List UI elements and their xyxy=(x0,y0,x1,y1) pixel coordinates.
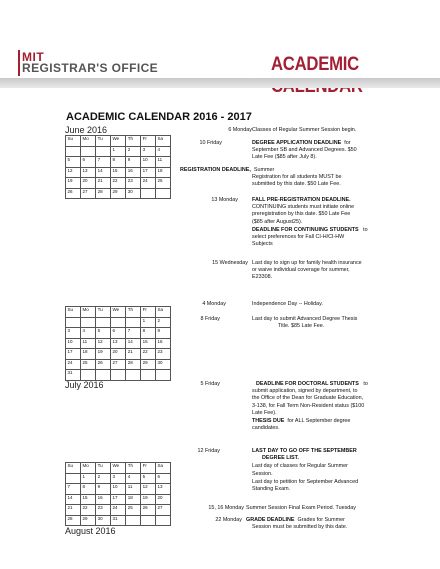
day-cell xyxy=(126,317,141,328)
event-date: 6 Monday xyxy=(228,127,252,133)
day-cell xyxy=(80,370,95,381)
week-row xyxy=(66,146,171,157)
day-cell: 17 xyxy=(66,349,81,360)
day-cell: 3 xyxy=(111,473,126,484)
day-cell: 18 xyxy=(155,167,170,178)
day-cell: 6 xyxy=(111,328,126,339)
day-cell: 31 xyxy=(66,370,81,381)
day-cell: 7 xyxy=(66,484,81,495)
day-cell: 28 xyxy=(66,515,81,526)
week-row xyxy=(66,178,171,189)
event-date: 10 Friday xyxy=(199,140,222,146)
day-cell: 13 xyxy=(155,484,170,495)
day-cell: 5 xyxy=(66,157,81,168)
header-banner xyxy=(0,40,440,92)
event-text: Classes of Regular Summer Session begin. xyxy=(252,127,357,133)
day-cell: 9 xyxy=(126,157,141,168)
day-cell: 28 xyxy=(126,359,141,370)
weekday-cell: Tu xyxy=(96,136,111,147)
event-date: 13 Monday xyxy=(211,197,238,203)
event-text: Independence Day -- Holiday. xyxy=(252,301,323,307)
calendar-grid xyxy=(65,462,171,526)
day-cell: 2 xyxy=(155,317,170,328)
event-date: 5 Friday xyxy=(200,381,220,387)
weekday-header-row xyxy=(66,307,171,318)
day-cell: 16 xyxy=(96,494,111,505)
day-cell: 23 xyxy=(96,505,111,516)
day-cell: 29 xyxy=(80,515,95,526)
week-row xyxy=(66,505,171,516)
day-cell: 10 xyxy=(141,157,156,168)
banner-title: ACADEMIC xyxy=(271,54,359,75)
week-row xyxy=(66,370,171,381)
day-cell: 8 xyxy=(111,157,126,168)
week-row xyxy=(66,188,171,199)
day-cell: 18 xyxy=(126,494,141,505)
day-cell xyxy=(111,370,126,381)
day-cell xyxy=(80,146,95,157)
day-cell: 25 xyxy=(155,178,170,189)
weekday-cell: Th xyxy=(126,463,141,474)
calendar-label: June 2016 xyxy=(65,125,108,135)
event-date: 4 Monday xyxy=(202,301,226,307)
event-text: FALL PRE-REGISTRATION DEADLINE. CONTINUING students must initiate online preregistration by this date. $50 Late Fee ($85 after August25). DEADLINE FOR CONTINUING STUDENTS to select preferences for Fall CI-H/CI-HW Subjects xyxy=(252,197,368,248)
day-cell: 9 xyxy=(96,484,111,495)
day-cell: 27 xyxy=(155,505,170,516)
weekday-cell: Sa xyxy=(155,307,170,318)
day-cell: 20 xyxy=(111,349,126,360)
day-cell: 2 xyxy=(126,146,141,157)
weekday-cell: Mo xyxy=(80,307,95,318)
day-cell xyxy=(66,146,81,157)
day-cell: 3 xyxy=(141,146,156,157)
day-cell xyxy=(141,188,156,199)
weekday-cell: Sa xyxy=(155,136,170,147)
day-cell: 12 xyxy=(96,338,111,349)
event-text: DEGREE APPLICATION DEADLINE for September SB and Advanced Degrees. $50 Late Fee ($85 after July 8). xyxy=(252,140,357,161)
day-cell: 6 xyxy=(80,157,95,168)
week-row xyxy=(66,473,171,484)
day-cell: 7 xyxy=(126,328,141,339)
weekday-header-row xyxy=(66,463,171,474)
day-cell xyxy=(66,317,81,328)
event-text: GRADE DEADLINE Grades for Summer Session must be submitted by this date. xyxy=(246,517,348,531)
calendar-label: August 2016 xyxy=(65,526,116,536)
day-cell: 31 xyxy=(111,515,126,526)
weekday-cell: Su xyxy=(66,136,81,147)
event-date: 12 Friday xyxy=(197,448,220,454)
day-cell: 14 xyxy=(66,494,81,505)
day-cell: 25 xyxy=(80,359,95,370)
event-date: 22 Monday xyxy=(215,517,242,523)
weekday-cell: Su xyxy=(66,307,81,318)
day-cell: 5 xyxy=(96,328,111,339)
day-cell: 21 xyxy=(66,505,81,516)
logo-accent-bar xyxy=(18,50,20,76)
week-row xyxy=(66,484,171,495)
weekday-cell: Th xyxy=(126,307,141,318)
day-cell: 20 xyxy=(155,494,170,505)
day-cell: 24 xyxy=(111,505,126,516)
day-cell: 30 xyxy=(155,359,170,370)
week-row xyxy=(66,349,171,360)
day-cell: 13 xyxy=(111,338,126,349)
day-cell: 4 xyxy=(80,328,95,339)
day-cell: 10 xyxy=(66,338,81,349)
event-date: 8 Friday xyxy=(200,316,220,322)
day-cell: 11 xyxy=(126,484,141,495)
weekday-cell: Fr xyxy=(141,463,156,474)
day-cell: 22 xyxy=(141,349,156,360)
day-cell xyxy=(80,317,95,328)
event-text: Last day to sign up for family health insurance or waive individual coverage for summer, E23308. xyxy=(252,260,362,281)
day-cell: 23 xyxy=(126,178,141,189)
day-cell: 19 xyxy=(141,494,156,505)
day-cell: 28 xyxy=(96,188,111,199)
day-cell: 27 xyxy=(80,188,95,199)
day-cell xyxy=(126,370,141,381)
weekday-cell: Tu xyxy=(96,463,111,474)
day-cell: 16 xyxy=(155,338,170,349)
calendar-grid xyxy=(65,306,171,381)
day-cell: 14 xyxy=(126,338,141,349)
weekday-cell: Sa xyxy=(155,463,170,474)
day-cell: 17 xyxy=(111,494,126,505)
day-cell: 15 xyxy=(111,167,126,178)
day-cell: 30 xyxy=(96,515,111,526)
day-cell: 3 xyxy=(66,328,81,339)
day-cell: 2 xyxy=(96,473,111,484)
day-cell: 15 xyxy=(141,338,156,349)
day-cell: 22 xyxy=(111,178,126,189)
day-cell: 6 xyxy=(155,473,170,484)
day-cell xyxy=(155,188,170,199)
day-cell: 19 xyxy=(66,178,81,189)
weekday-cell: We xyxy=(111,307,126,318)
weekday-cell: Mo xyxy=(80,136,95,147)
calendar-label: July 2016 xyxy=(65,380,104,390)
weekday-header-row xyxy=(66,136,171,147)
day-cell: 20 xyxy=(80,178,95,189)
day-cell: 14 xyxy=(96,167,111,178)
day-cell: 25 xyxy=(126,505,141,516)
event-text: Last day to submit Advanced Degree Thesis Title. $85 Late Fee. xyxy=(252,316,358,330)
week-row xyxy=(66,359,171,370)
day-cell: 7 xyxy=(96,157,111,168)
day-cell: 21 xyxy=(96,178,111,189)
weekday-cell: Tu xyxy=(96,307,111,318)
day-cell: 27 xyxy=(111,359,126,370)
day-cell: 8 xyxy=(141,328,156,339)
weekday-cell: Th xyxy=(126,136,141,147)
weekday-cell: Fr xyxy=(141,136,156,147)
day-cell: 23 xyxy=(155,349,170,360)
event-date: 15 Wednesday xyxy=(212,260,248,266)
event-text: LAST DAY TO GO OFF THE SEPTEMBER DEGREE LIST. Last day of classes for Regular Summer Session. Last day to petition for September Advanced Standing Exam. xyxy=(252,448,359,493)
banner-divider xyxy=(0,78,440,88)
day-cell: 4 xyxy=(155,146,170,157)
day-cell: 13 xyxy=(80,167,95,178)
event-text: Summer Session Final Exam Period. Tuesday xyxy=(246,505,356,511)
week-row xyxy=(66,515,171,526)
weekday-cell: Su xyxy=(66,463,81,474)
day-cell xyxy=(96,370,111,381)
week-row xyxy=(66,494,171,505)
day-cell xyxy=(96,146,111,157)
weekday-cell: We xyxy=(111,463,126,474)
day-cell xyxy=(141,370,156,381)
day-cell: 29 xyxy=(111,188,126,199)
day-cell: 29 xyxy=(141,359,156,370)
day-cell xyxy=(126,515,141,526)
day-cell: 4 xyxy=(126,473,141,484)
day-cell: 1 xyxy=(80,473,95,484)
day-cell: 16 xyxy=(126,167,141,178)
event-date: 15, 16 Monday xyxy=(208,505,244,511)
day-cell: 26 xyxy=(141,505,156,516)
day-cell: 17 xyxy=(141,167,156,178)
day-cell: 12 xyxy=(141,484,156,495)
day-cell: 24 xyxy=(141,178,156,189)
event-text: DEADLINE FOR DOCTORAL STUDENTS to submit application, signed by department, to the Office of the Dean for Graduate Education, 3-138, for Fall Term Non-Resident status ($100 Late Fee). THESIS DUE for ALL September degree candidates. xyxy=(252,381,368,432)
day-cell xyxy=(111,317,126,328)
day-cell: 11 xyxy=(155,157,170,168)
week-row xyxy=(66,167,171,178)
day-cell: 21 xyxy=(126,349,141,360)
day-cell: 19 xyxy=(96,349,111,360)
mit-logo: MIT xyxy=(22,50,45,64)
page-title: ACADEMIC CALENDAR 2016 - 2017 xyxy=(66,111,252,123)
weekday-cell: Mo xyxy=(80,463,95,474)
day-cell: 22 xyxy=(80,505,95,516)
event-text: REGISTRATION DEADLINE, Summer Registration for all students MUST be submitted by this date. $50 Late Fee. xyxy=(180,167,342,188)
day-cell: 1 xyxy=(111,146,126,157)
day-cell: 26 xyxy=(96,359,111,370)
day-cell xyxy=(141,515,156,526)
day-cell: 9 xyxy=(155,328,170,339)
week-row xyxy=(66,317,171,328)
day-cell xyxy=(155,515,170,526)
day-cell: 15 xyxy=(80,494,95,505)
day-cell: 12 xyxy=(66,167,81,178)
day-cell: 10 xyxy=(111,484,126,495)
week-row xyxy=(66,328,171,339)
registrar-office-logo: REGISTRAR'S OFFICE xyxy=(22,61,159,75)
day-cell xyxy=(66,473,81,484)
calendar-grid xyxy=(65,135,171,199)
day-cell xyxy=(155,370,170,381)
day-cell: 26 xyxy=(66,188,81,199)
day-cell: 1 xyxy=(141,317,156,328)
week-row xyxy=(66,157,171,168)
day-cell: 5 xyxy=(141,473,156,484)
day-cell: 8 xyxy=(80,484,95,495)
week-row xyxy=(66,338,171,349)
day-cell: 11 xyxy=(80,338,95,349)
day-cell: 30 xyxy=(126,188,141,199)
weekday-cell: Fr xyxy=(141,307,156,318)
day-cell: 18 xyxy=(80,349,95,360)
day-cell: 24 xyxy=(66,359,81,370)
day-cell xyxy=(96,317,111,328)
weekday-cell: We xyxy=(111,136,126,147)
